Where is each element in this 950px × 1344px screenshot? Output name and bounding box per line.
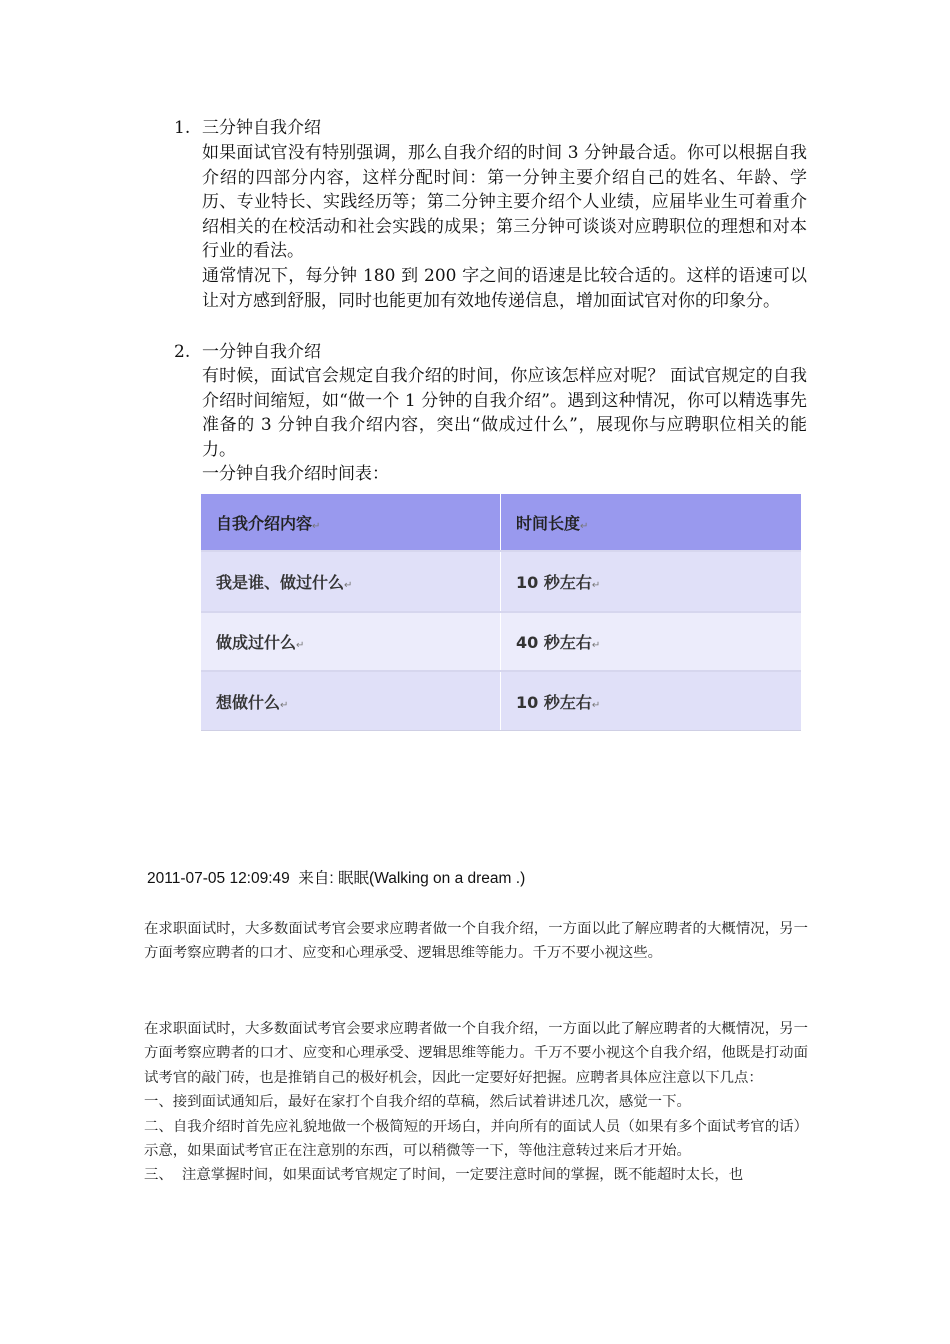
table-caption: 一分钟自我介绍时间表： (202, 464, 389, 485)
table-row (201, 551, 801, 612)
post-body (144, 1017, 808, 1188)
point: 三、 注意掌握时间，如果面试考官规定了时间，一定要注意时间的掌握，既不能超时太长，也 (144, 1167, 744, 1184)
time-table (201, 494, 801, 731)
table-cell: 10 秒左右↵ (501, 551, 802, 612)
paragraph: 有时候，面试官会规定自我介绍的时间，你应该怎样应对呢？ 面试官规定的自我介绍时间缩短，如“做一个 1 分钟的自我介绍”。遇到这种情况，你可以精选事先准备的 3 分钟自我介绍内容，突出“做成过什么”，展现你与应聘职位相关的能力。 (202, 366, 807, 460)
table-header-cell: 时间长度↵ (501, 494, 802, 551)
table-cell: 40 秒左右↵ (501, 612, 802, 671)
list-item-title: 三分钟自我介绍 (202, 118, 321, 138)
table-header-cell: 自我介绍内容↵ (201, 494, 501, 551)
table-header-row (201, 494, 801, 551)
table-cell: 10 秒左右↵ (501, 671, 802, 731)
source-name: 眠眠(Walking on a dream .) (338, 870, 526, 887)
intro-paragraph: 在求职面试时，大多数面试考官会要求应聘者做一个自我介绍，一方面以此了解应聘者的大概情况，另一方面考察应聘者的口才、应变和心理承受、逻辑思维等能力。千万不要小视这些。 (144, 921, 808, 962)
point: 二、自我介绍时首先应礼貌地做一个极简短的开场白，并向所有的面试人员（如果有多个面试考官的话）示意，如果面试考官正在注意别的东西，可以稍微等一下，等他注意转过来后才开始。 (144, 1118, 808, 1160)
timestamp: 2011-07-05 12:09:49 (147, 870, 290, 887)
paragraph: 如果面试官没有特别强调，那么自我介绍的时间 3 分钟最合适。你可以根据自我介绍的四部分内容，这样分配时间：第一分钟主要介绍自己的姓名、年龄、学历、专业特长、实践经历等；第二分钟主要介绍个人业绩，应届毕业生可着重介绍相关的在校活动和社会实践的成果；第三分钟可谈谈对应聘职位的理想和对本行业的看法。 (202, 143, 807, 262)
table-cell: 做成过什么↵ (201, 612, 501, 671)
list-number: 2. (174, 342, 191, 362)
list-number: 1. (174, 118, 191, 138)
point: 一、接到面试通知后，最好在家打个自我介绍的草稿，然后试着讲述几次，感觉一下。 (144, 1094, 691, 1111)
table-cell: 我是谁、做过什么↵ (201, 551, 501, 612)
table-row (201, 612, 801, 671)
list-item-body (202, 141, 807, 313)
source-label: 来自: (298, 870, 334, 887)
post-meta (147, 866, 525, 888)
table-row (201, 671, 801, 731)
paragraph: 通常情况下，每分钟 180 到 200 字之间的语速是比较合适的。这样的语速可以让对方感到舒服，同时也能更加有效地传递信息，增加面试官对你的印象分。 (202, 265, 807, 311)
list-item-title: 一分钟自我介绍 (202, 342, 321, 362)
paragraph: 在求职面试时，大多数面试考官会要求应聘者做一个自我介绍，一方面以此了解应聘者的大概情况，另一方面考察应聘者的口才、应变和心理承受、逻辑思维等能力。千万不要小视这个自我介绍，他既是打动面试考官的敲门砖，也是推销自己的极好机会，因此一定要好好把握。应聘者具体应注意以下几点： (144, 1021, 808, 1086)
table-cell: 想做什么↵ (201, 671, 501, 731)
list-item-body (202, 364, 807, 487)
